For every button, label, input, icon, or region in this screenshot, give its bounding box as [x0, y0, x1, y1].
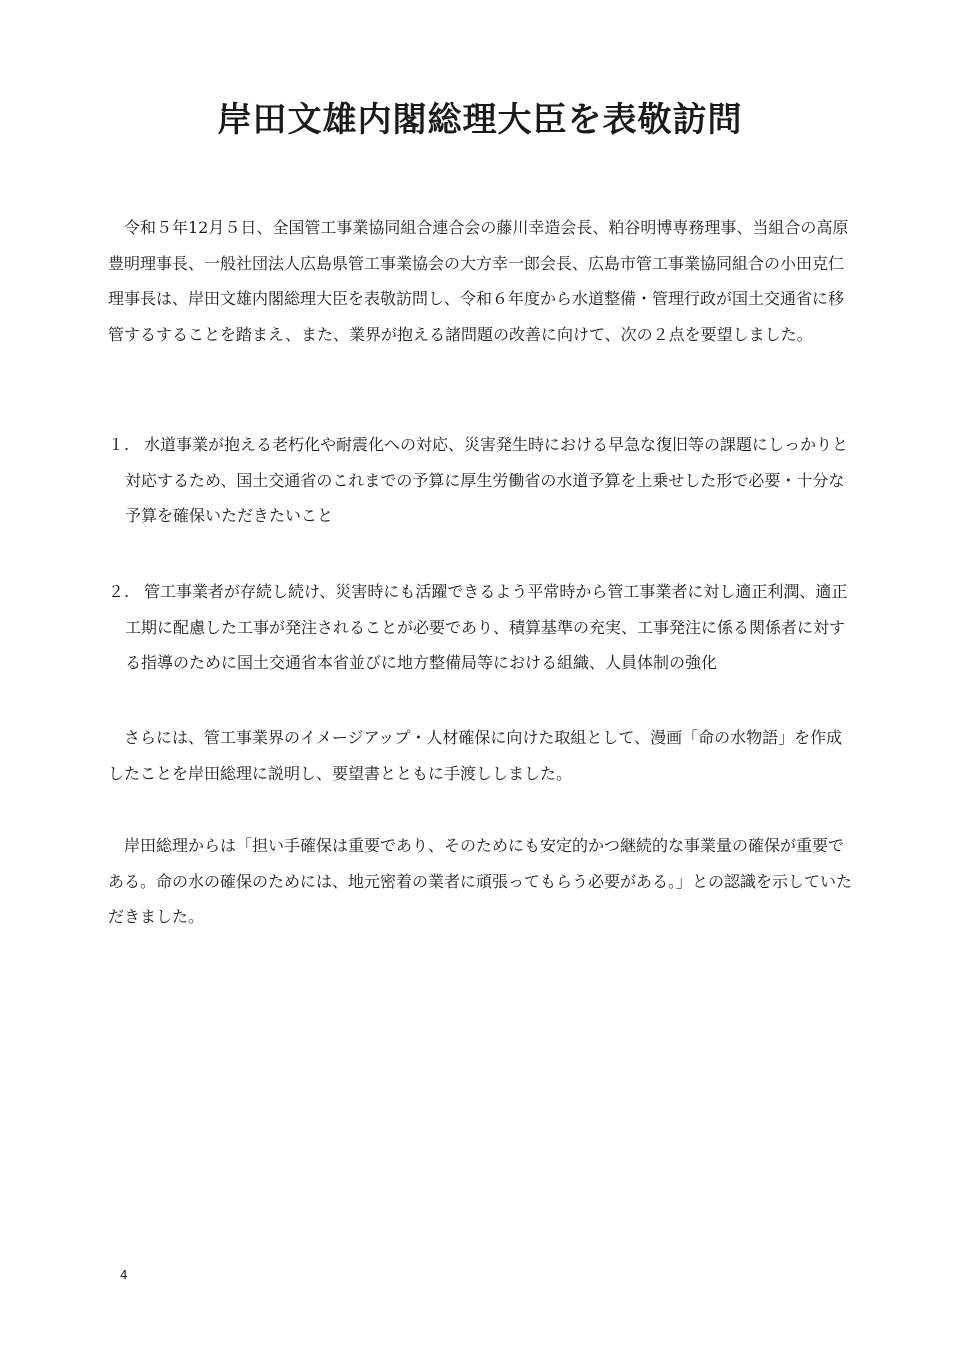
request-item-1: [108, 427, 856, 534]
request-number: １.: [108, 435, 130, 454]
request-number: ２.: [108, 582, 130, 601]
page-title: 岸田文雄内閣総理大臣を表敬訪問: [217, 100, 743, 140]
page-number: 4: [120, 1268, 128, 1282]
intro-paragraph: 令和５年12月５日、全国管工事業協同組合連合会の藤川幸造会長、粕谷明博専務理事、当組合の高原豊明理事長、一般社団法人広島県管工事業協会の大方幸一郎会長、広島市管工事業協同組合の小田克仁理事長は、岸田文雄内閣総理大臣を表敬訪問し、令和６年度から水道整備・管理行政が国土交通省に移管するすることを踏まえ、また、業界が抱える諸問題の改善に向けて、次の２点を要望しました。: [108, 218, 849, 344]
promotion-paragraph: さらには、管工事業界のイメージアップ・人材確保に向けた取組として、漫画「命の水物語」を作成したことを岸田総理に説明し、要望書とともに手渡ししました。: [108, 728, 843, 783]
request-item-2: [108, 574, 856, 681]
request-text: 水道事業が抱える老朽化や耐震化への対応、災害発生時における早急な復旧等の課題にしっかりと対応するため、国土交通省のこれまでの予算に厚生労働省の水道予算を上乗せした形で必要・十分な予算を確保いただきたいこと: [125, 435, 849, 525]
response-paragraph: 岸田総理からは「担い手確保は重要であり、そのためにも安定的かつ継続的な事業量の確保が重要である。命の水の確保のためには、地元密着の業者に頑張ってもらう必要がある。」との認識を示していただきました。: [108, 836, 853, 926]
request-text: 管工事業者が存続し続け、災害時にも活躍できるよう平常時から管工事業者に対し適正利潤、適正工期に配慮した工事が発注されることが必要であり、積算基準の充実、工事発注に係る関係者に対する指導のために国土交通省本省並びに地方整備局等における組織、人員体制の強化: [125, 582, 848, 672]
